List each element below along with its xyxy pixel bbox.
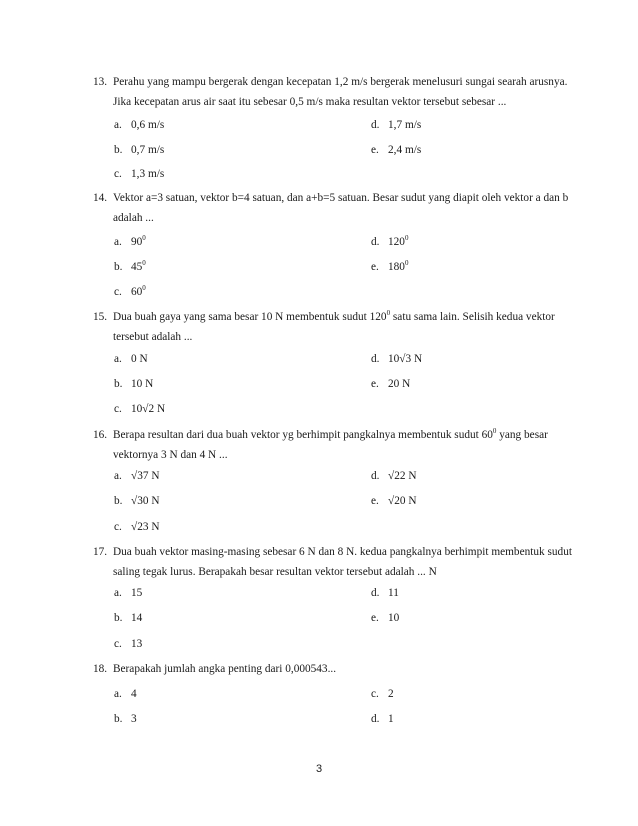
option-value: √20 N bbox=[388, 495, 417, 507]
question-text-part: satu sama lain. Selisih kedua vektor tersebut adalah ... bbox=[113, 311, 555, 343]
option-16a[interactable] bbox=[114, 469, 159, 483]
option-14c[interactable] bbox=[114, 285, 146, 299]
option-value: 10√3 N bbox=[388, 353, 423, 365]
degree-superscript: 0 bbox=[492, 427, 497, 435]
option-14a[interactable] bbox=[114, 235, 146, 249]
option-value: 0,6 m/s bbox=[131, 119, 165, 131]
page-number: 3 bbox=[315, 763, 323, 775]
question-17 bbox=[93, 542, 573, 582]
question-text: Vektor a=3 satuan, vektor b=4 satuan, dan a+b=5 satuan. Besar sudut yang diapit oleh vektor a dan b adalah ... bbox=[113, 192, 569, 224]
option-letter: a. bbox=[114, 236, 122, 248]
option-value: 90 bbox=[131, 236, 143, 248]
option-value: 4 bbox=[131, 688, 137, 700]
option-value: 1,3 m/s bbox=[131, 168, 165, 180]
question-15 bbox=[93, 307, 573, 347]
question-text: Dua buah vektor masing-masing sebesar 6 N dan 8 N. kedua pangkalnya berhimpit membentuk sudut saling tegak lurus. Berapakah besar resultan vektor tersebut adalah ... N bbox=[113, 546, 572, 578]
option-value: 180 bbox=[388, 261, 405, 273]
question-14 bbox=[93, 188, 573, 228]
option-15b[interactable] bbox=[114, 377, 153, 391]
option-letter: e. bbox=[371, 495, 379, 507]
option-superscript: 0 bbox=[404, 234, 409, 242]
option-17c[interactable] bbox=[114, 637, 142, 651]
option-value: 60 bbox=[131, 286, 143, 298]
option-17d[interactable] bbox=[371, 586, 399, 600]
option-16c[interactable] bbox=[114, 520, 159, 534]
option-13b[interactable] bbox=[114, 143, 164, 157]
option-14d[interactable] bbox=[371, 235, 408, 249]
question-number: 13. bbox=[93, 76, 108, 88]
option-letter: d. bbox=[371, 236, 380, 248]
option-letter: a. bbox=[114, 470, 122, 482]
question-text: Berapakah jumlah angka penting dari 0,000543... bbox=[113, 663, 337, 675]
option-15a[interactable] bbox=[114, 352, 148, 366]
option-superscript: 0 bbox=[404, 259, 409, 267]
question-16 bbox=[93, 425, 573, 465]
option-value: 45 bbox=[131, 261, 143, 273]
option-value: 13 bbox=[131, 638, 143, 650]
option-17b[interactable] bbox=[114, 611, 142, 625]
question-number: 15. bbox=[93, 311, 108, 323]
option-value: 2,4 m/s bbox=[388, 144, 422, 156]
option-18a[interactable] bbox=[114, 687, 137, 701]
option-16e[interactable] bbox=[371, 494, 416, 508]
option-value: 14 bbox=[131, 612, 143, 624]
option-value: 1,7 m/s bbox=[388, 119, 422, 131]
option-letter: a. bbox=[114, 119, 122, 131]
option-value: 0 N bbox=[131, 353, 148, 365]
option-value: 10 bbox=[388, 612, 400, 624]
question-18 bbox=[93, 659, 573, 679]
question-text: Perahu yang mampu bergerak dengan kecepatan 1,2 m/s bergerak menelusuri sungai searah arusnya. Jika kecepatan arus air saat itu sebesar 0,5 m/s maka resultan vektor tersebut sebesar ... bbox=[113, 76, 568, 108]
option-value: 3 bbox=[131, 713, 137, 725]
option-letter: b. bbox=[114, 261, 123, 273]
option-letter: c. bbox=[371, 688, 379, 700]
question-text bbox=[113, 425, 573, 465]
question-number: 14. bbox=[93, 192, 108, 204]
question-text bbox=[113, 307, 573, 347]
option-15e[interactable] bbox=[371, 377, 410, 391]
option-letter: d. bbox=[371, 353, 380, 365]
question-number: 17. bbox=[93, 546, 108, 558]
question-text-part: Dua buah gaya yang sama besar 10 N membentuk sudut 120 bbox=[113, 311, 387, 323]
option-14e[interactable] bbox=[371, 260, 408, 274]
option-value: √30 N bbox=[131, 495, 160, 507]
option-value: √23 N bbox=[131, 521, 160, 533]
option-letter: a. bbox=[114, 353, 122, 365]
option-17a[interactable] bbox=[114, 586, 142, 600]
option-letter: c. bbox=[114, 168, 122, 180]
option-letter: a. bbox=[114, 688, 122, 700]
question-number: 18. bbox=[93, 663, 108, 675]
option-16b[interactable] bbox=[114, 494, 159, 508]
option-letter: c. bbox=[114, 521, 122, 533]
question-text-part: Berapa resultan dari dua buah vektor yg berhimpit pangkalnya membentuk sudut 60 bbox=[113, 429, 493, 441]
option-15c[interactable] bbox=[114, 402, 165, 416]
option-value: 1 bbox=[388, 713, 394, 725]
option-18c[interactable] bbox=[371, 687, 394, 701]
option-superscript: 0 bbox=[142, 259, 146, 267]
question-text-part: yang besar vektornya 3 N dan 4 N ... bbox=[113, 429, 548, 461]
option-letter: b. bbox=[114, 713, 123, 725]
option-value: √22 N bbox=[388, 470, 417, 482]
option-letter: c. bbox=[114, 403, 122, 415]
question-number: 16. bbox=[93, 429, 108, 441]
option-value: √37 N bbox=[131, 470, 160, 482]
option-letter: d. bbox=[371, 470, 380, 482]
option-letter: e. bbox=[371, 612, 379, 624]
option-letter: e. bbox=[371, 261, 379, 273]
option-value: 0,7 m/s bbox=[131, 144, 165, 156]
option-letter: c. bbox=[114, 286, 122, 298]
option-13a[interactable] bbox=[114, 118, 164, 132]
option-value: 10√2 N bbox=[131, 403, 166, 415]
option-letter: b. bbox=[114, 144, 123, 156]
option-value: 20 N bbox=[388, 378, 411, 390]
option-superscript: 0 bbox=[142, 234, 146, 242]
option-letter: b. bbox=[114, 495, 123, 507]
option-13e[interactable] bbox=[371, 143, 421, 157]
option-letter: a. bbox=[114, 587, 122, 599]
option-18d[interactable] bbox=[371, 712, 394, 726]
option-18b[interactable] bbox=[114, 712, 137, 726]
option-letter: b. bbox=[114, 378, 123, 390]
option-17e[interactable] bbox=[371, 611, 399, 625]
option-value: 11 bbox=[388, 587, 399, 599]
degree-superscript: 0 bbox=[386, 309, 391, 317]
option-value: 15 bbox=[131, 587, 143, 599]
option-value: 10 N bbox=[131, 378, 154, 390]
option-13c[interactable] bbox=[114, 167, 164, 181]
option-value: 2 bbox=[388, 688, 394, 700]
option-value: 120 bbox=[388, 236, 405, 248]
option-superscript: 0 bbox=[142, 284, 146, 292]
option-letter: e. bbox=[371, 378, 379, 390]
option-15d[interactable] bbox=[371, 352, 422, 366]
option-letter: d. bbox=[371, 713, 380, 725]
option-letter: e. bbox=[371, 144, 379, 156]
option-letter: c. bbox=[114, 638, 122, 650]
option-letter: d. bbox=[371, 587, 380, 599]
option-letter: d. bbox=[371, 119, 380, 131]
option-16d[interactable] bbox=[371, 469, 416, 483]
option-14b[interactable] bbox=[114, 260, 146, 274]
question-13 bbox=[93, 72, 573, 112]
option-letter: b. bbox=[114, 612, 123, 624]
option-13d[interactable] bbox=[371, 118, 421, 132]
